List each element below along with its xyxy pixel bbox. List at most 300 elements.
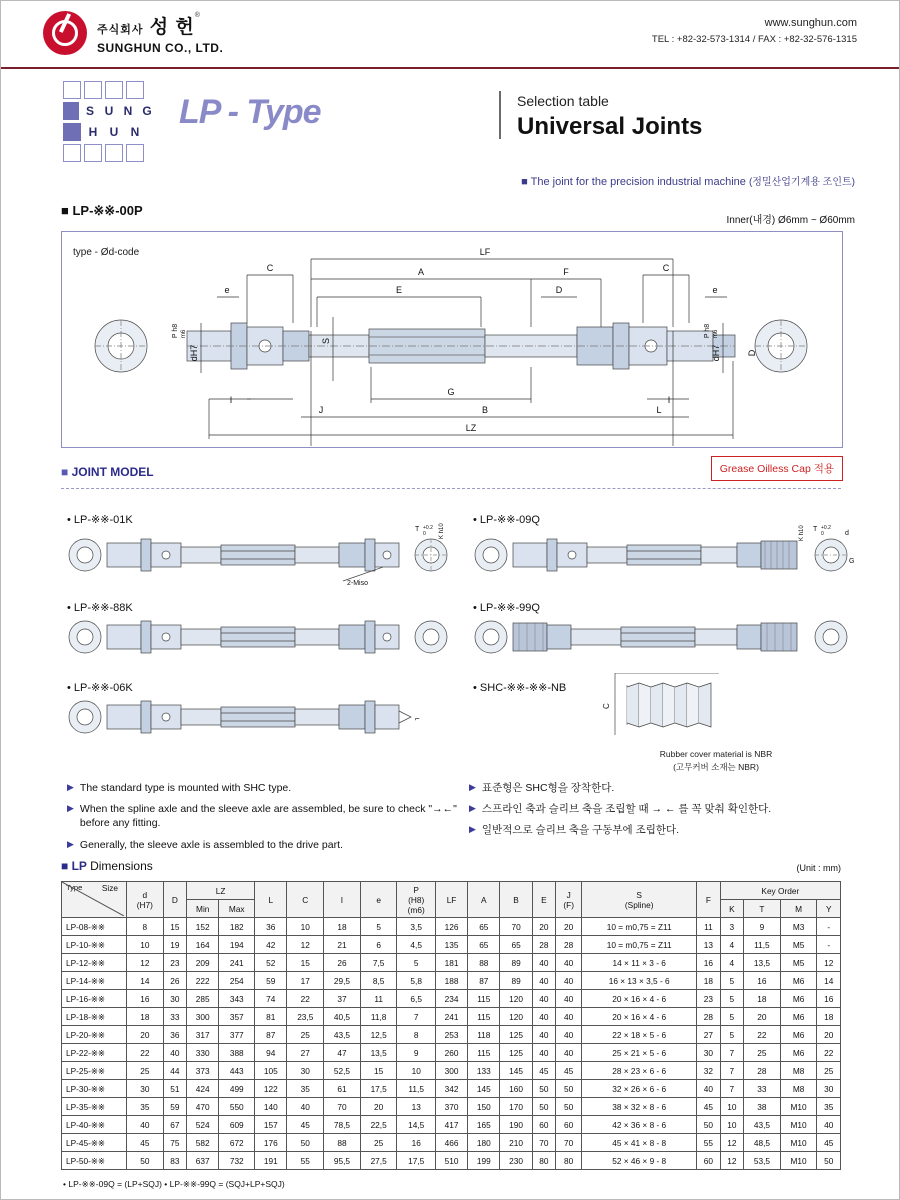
- tagline-kr: (정밀산업기계용 조인트): [748, 177, 855, 188]
- header-contact: [652, 17, 857, 45]
- note-item: ▶ Generally, the sleeve axle is assembled to the drive part.: [67, 838, 343, 851]
- label-2-miso: 2-Miso: [347, 580, 369, 587]
- cell-L: 81: [255, 1008, 287, 1026]
- cell-F: 13: [697, 936, 720, 954]
- cell-K: 5: [720, 1026, 743, 1044]
- cell-A: 145: [468, 1080, 500, 1098]
- dim-LZ: LZ: [465, 423, 477, 433]
- cell-LF: 417: [435, 1116, 467, 1134]
- dim-F: F: [563, 267, 569, 277]
- col-J: J (F): [556, 882, 582, 918]
- cell-F: 27: [697, 1026, 720, 1044]
- cell-max: 388: [219, 1044, 255, 1062]
- cell-Y: 25: [817, 1062, 841, 1080]
- dim-e-left: e: [224, 285, 230, 295]
- square-cell: [105, 81, 123, 99]
- cell-C: 17: [287, 972, 324, 990]
- cell-K: 10: [720, 1116, 743, 1134]
- cell-I: 43,5: [324, 1026, 361, 1044]
- dim-E: E: [395, 285, 403, 295]
- cell-F: 11: [697, 918, 720, 936]
- dim-P-right: P h8: [704, 323, 711, 339]
- cell-P: 11,5: [397, 1080, 435, 1098]
- cell-B: 70: [500, 918, 532, 936]
- triangle-icon: ▶: [469, 824, 476, 835]
- col-key-T: T: [744, 900, 781, 918]
- cell-B: 89: [500, 954, 532, 972]
- cell-type: LP-08-※※: [62, 918, 127, 936]
- cell-F: 23: [697, 990, 720, 1008]
- col-B: B: [500, 882, 532, 918]
- cell-S: 10 = m0,75 = Z11: [582, 936, 697, 954]
- col-key-K: K: [720, 900, 743, 918]
- cell-e: 11: [360, 990, 397, 1008]
- cell-d: 14: [127, 972, 164, 990]
- table-body: [62, 918, 841, 1170]
- cell-K: 3: [720, 918, 743, 936]
- cell-Y: -: [817, 918, 841, 936]
- cell-A: 87: [468, 972, 500, 990]
- rubber-cover-note-en: Rubber cover material is NBR: [659, 749, 773, 759]
- cell-S: 38 × 32 × 8 - 6: [582, 1098, 697, 1116]
- cell-S: 45 × 41 × 8 - 8: [582, 1134, 697, 1152]
- dim-m6-left: m6: [181, 329, 187, 339]
- cell-type: LP-30-※※: [62, 1080, 127, 1098]
- cell-T: 18: [744, 990, 781, 1008]
- cell-B: 210: [500, 1134, 532, 1152]
- cell-F: 30: [697, 1044, 720, 1062]
- col-LZ-max: Max: [219, 900, 255, 918]
- cell-e: 15: [360, 1062, 397, 1080]
- cell-LF: 342: [435, 1080, 467, 1098]
- cell-min: 317: [187, 1026, 219, 1044]
- cell-J: 50: [556, 1098, 582, 1116]
- cell-P: 7: [397, 1008, 435, 1026]
- cell-A: 115: [468, 1044, 500, 1062]
- cell-I: 52,5: [324, 1062, 361, 1080]
- cell-min: 209: [187, 954, 219, 972]
- svg-text:+0.2: +0.2: [821, 525, 831, 531]
- note-item: ▶ 일반적으로 슬리브 축을 구동부에 조립한다.: [469, 824, 680, 837]
- cell-D: 26: [163, 972, 186, 990]
- drawing-model-88k: [63, 613, 453, 665]
- cell-e: 6: [360, 936, 397, 954]
- dim-e-right: e: [712, 285, 718, 295]
- cell-Y: -: [817, 936, 841, 954]
- square-cell: [63, 81, 81, 99]
- table-row: [62, 1152, 841, 1170]
- cell-J: 60: [556, 1116, 582, 1134]
- note-item: ▶ 스프라인 축과 슬리브 축을 조립할 때 → ← 를 꼭 맞춰 확인한다.: [469, 803, 772, 816]
- cell-S: 42 × 36 × 8 - 6: [582, 1116, 697, 1134]
- col-C: C: [287, 882, 324, 918]
- cell-F: 45: [697, 1098, 720, 1116]
- cell-T: 13,5: [744, 954, 781, 972]
- logo-letter: U: [101, 102, 117, 120]
- cell-M: M10: [780, 1116, 817, 1134]
- cell-T: 9: [744, 918, 781, 936]
- dim-B: B: [481, 405, 489, 415]
- cell-I: 37: [324, 990, 361, 1008]
- cell-E: 40: [532, 1008, 555, 1026]
- cell-M: M5: [780, 936, 817, 954]
- cell-B: 230: [500, 1152, 532, 1170]
- cell-E: 28: [532, 936, 555, 954]
- cell-min: 373: [187, 1062, 219, 1080]
- cell-LF: 135: [435, 936, 467, 954]
- label-K-h10: K h10: [799, 525, 805, 541]
- triangle-icon: ▶: [469, 782, 476, 792]
- cell-L: 74: [255, 990, 287, 1008]
- cell-F: 18: [697, 972, 720, 990]
- label-C: C: [602, 703, 611, 709]
- cell-S: 22 × 18 × 5 - 6: [582, 1026, 697, 1044]
- col-L: L: [255, 882, 287, 918]
- cell-P: 5,8: [397, 972, 435, 990]
- table-row: [62, 1098, 841, 1116]
- cell-max: 254: [219, 972, 255, 990]
- svg-text:+0.2: +0.2: [423, 525, 433, 531]
- cell-F: 55: [697, 1134, 720, 1152]
- cell-min: 637: [187, 1152, 219, 1170]
- cell-F: 16: [697, 954, 720, 972]
- cell-T: 53,5: [744, 1152, 781, 1170]
- cell-Y: 14: [817, 972, 841, 990]
- cell-max: 241: [219, 954, 255, 972]
- dim-P-left: P h8: [172, 323, 179, 339]
- table-row: [62, 990, 841, 1008]
- col-key-M: M: [780, 900, 817, 918]
- cell-LF: 300: [435, 1062, 467, 1080]
- model-label-99q: • LP-※※-99Q: [473, 602, 540, 614]
- company-name-en: SUNGHUN CO., LTD.: [97, 40, 224, 55]
- cell-M: M5: [780, 954, 817, 972]
- cell-F: 60: [697, 1152, 720, 1170]
- cell-E: 40: [532, 1044, 555, 1062]
- cell-Y: 22: [817, 1044, 841, 1062]
- cell-A: 150: [468, 1098, 500, 1116]
- cell-LF: 466: [435, 1134, 467, 1152]
- cell-K: 10: [720, 1098, 743, 1116]
- cell-K: 7: [720, 1044, 743, 1062]
- triangle-icon: ▶: [469, 803, 476, 814]
- cell-max: 732: [219, 1152, 255, 1170]
- company-logo: [43, 11, 223, 55]
- cell-type: LP-40-※※: [62, 1116, 127, 1134]
- drawing-model-01k: [63, 523, 453, 595]
- cell-E: 80: [532, 1152, 555, 1170]
- cell-d: 12: [127, 954, 164, 972]
- cell-LF: 510: [435, 1152, 467, 1170]
- cell-P: 8: [397, 1026, 435, 1044]
- cell-C: 27: [287, 1044, 324, 1062]
- cell-A: 133: [468, 1062, 500, 1080]
- cell-S: 25 × 21 × 5 - 6: [582, 1044, 697, 1062]
- cell-M: M6: [780, 990, 817, 1008]
- website-url[interactable]: www.sunghun.com: [764, 17, 857, 29]
- cell-M: M6: [780, 1044, 817, 1062]
- table-footnote: • LP-※※-09Q = (LP+SQJ) • LP-※※-99Q = (SQJ+LP+SQJ): [63, 1179, 285, 1189]
- cell-S: 28 × 23 × 6 - 6: [582, 1062, 697, 1080]
- cell-min: 582: [187, 1134, 219, 1152]
- table-row: [62, 1134, 841, 1152]
- cell-J: 40: [556, 972, 582, 990]
- cell-d: 16: [127, 990, 164, 1008]
- joint-model-heading: ■ JOINT MODEL: [61, 465, 154, 479]
- triangle-icon: ▶: [67, 838, 74, 849]
- dim-C-right: C: [662, 263, 670, 273]
- cell-D: 51: [163, 1080, 186, 1098]
- label-T-tol: T: [415, 526, 420, 533]
- cell-P: 5: [397, 954, 435, 972]
- cell-Y: 35: [817, 1098, 841, 1116]
- cell-K: 5: [720, 972, 743, 990]
- triangle-icon: ▶: [67, 803, 74, 814]
- cell-I: 21: [324, 936, 361, 954]
- cell-T: 43,5: [744, 1116, 781, 1134]
- cell-d: 22: [127, 1044, 164, 1062]
- cell-S: 32 × 26 × 6 - 6: [582, 1080, 697, 1098]
- logo-letter: N: [120, 102, 136, 120]
- cell-max: 609: [219, 1116, 255, 1134]
- cell-J: 40: [556, 1044, 582, 1062]
- logo-letter: H: [84, 123, 102, 141]
- cell-J: 40: [556, 954, 582, 972]
- cell-d: 10: [127, 936, 164, 954]
- cell-max: 194: [219, 936, 255, 954]
- cell-A: 115: [468, 1008, 500, 1026]
- cell-K: 4: [720, 936, 743, 954]
- col-F: F: [697, 882, 720, 918]
- cell-M: M6: [780, 1008, 817, 1026]
- cell-e: 8,5: [360, 972, 397, 990]
- cell-LF: 234: [435, 990, 467, 1008]
- cell-S: 20 × 16 × 4 - 6: [582, 990, 697, 1008]
- cell-I: 70: [324, 1098, 361, 1116]
- cell-J: 20: [556, 918, 582, 936]
- cell-Y: 45: [817, 1134, 841, 1152]
- cell-L: 105: [255, 1062, 287, 1080]
- cell-type: LP-20-※※: [62, 1026, 127, 1044]
- cell-I: 78,5: [324, 1116, 361, 1134]
- label-G: G: [849, 558, 855, 565]
- cell-T: 33: [744, 1080, 781, 1098]
- cell-F: 28: [697, 1008, 720, 1026]
- cell-max: 377: [219, 1026, 255, 1044]
- col-A: A: [468, 882, 500, 918]
- col-I: I: [324, 882, 361, 918]
- cell-e: 12,5: [360, 1026, 397, 1044]
- square-cell-filled: [63, 102, 79, 120]
- cell-T: 11,5: [744, 936, 781, 954]
- cell-L: 122: [255, 1080, 287, 1098]
- logo-letter: G: [139, 102, 155, 120]
- note-item: ▶ When the spline axle and the sleeve axle are assembled, be sure to check "→←" before any fitting.: [67, 803, 457, 830]
- cell-T: 28: [744, 1062, 781, 1080]
- cell-F: 32: [697, 1062, 720, 1080]
- dim-S: S: [321, 337, 331, 345]
- cell-M: M10: [780, 1152, 817, 1170]
- title-divider: [499, 91, 501, 139]
- cell-Y: 50: [817, 1152, 841, 1170]
- cell-d: 35: [127, 1098, 164, 1116]
- sq-row-top: [63, 81, 155, 99]
- cell-F: 40: [697, 1080, 720, 1098]
- cell-L: 42: [255, 936, 287, 954]
- cell-e: 13,5: [360, 1044, 397, 1062]
- col-key-Y: Y: [817, 900, 841, 918]
- section-divider: [61, 488, 841, 489]
- tagline-en: The joint for the precision industrial machine: [530, 176, 746, 188]
- cell-A: 118: [468, 1026, 500, 1044]
- cell-A: 65: [468, 936, 500, 954]
- main-assembly-drawing: [61, 231, 841, 448]
- dim-J: J: [318, 405, 324, 415]
- cell-d: 25: [127, 1062, 164, 1080]
- cell-J: 28: [556, 936, 582, 954]
- cell-L: 87: [255, 1026, 287, 1044]
- cell-T: 38: [744, 1098, 781, 1116]
- cell-L: 59: [255, 972, 287, 990]
- table-row: [62, 918, 841, 936]
- cell-J: 45: [556, 1062, 582, 1080]
- cell-type: LP-12-※※: [62, 954, 127, 972]
- square-cell: [84, 81, 102, 99]
- cell-C: 12: [287, 936, 324, 954]
- square-cell: [84, 144, 102, 162]
- cell-B: 125: [500, 1044, 532, 1062]
- cell-Y: 18: [817, 1008, 841, 1026]
- cell-T: 25: [744, 1044, 781, 1062]
- cell-I: 26: [324, 954, 361, 972]
- cell-B: 160: [500, 1080, 532, 1098]
- square-cell: [126, 144, 144, 162]
- cell-B: 190: [500, 1116, 532, 1134]
- cell-J: 40: [556, 990, 582, 1008]
- cell-T: 20: [744, 1008, 781, 1026]
- tagline: [521, 173, 855, 188]
- cell-C: 15: [287, 954, 324, 972]
- col-LZ-min: Min: [187, 900, 219, 918]
- sq-row-hun: [63, 123, 155, 141]
- cell-D: 59: [163, 1098, 186, 1116]
- cell-K: 4: [720, 954, 743, 972]
- cell-P: 10: [397, 1062, 435, 1080]
- cell-J: 40: [556, 1026, 582, 1044]
- table-row: [62, 954, 841, 972]
- cell-D: 83: [163, 1152, 186, 1170]
- triangle-icon: ▶: [67, 782, 74, 792]
- col-key-order: Key Order: [720, 882, 840, 900]
- cell-E: 45: [532, 1062, 555, 1080]
- table-row: [62, 1044, 841, 1062]
- cell-LF: 126: [435, 918, 467, 936]
- cell-C: 22: [287, 990, 324, 1008]
- dim-G: G: [447, 387, 455, 397]
- cell-max: 550: [219, 1098, 255, 1116]
- lp-dimensions-table: [61, 881, 841, 1170]
- cell-min: 524: [187, 1116, 219, 1134]
- cell-L: 176: [255, 1134, 287, 1152]
- cell-min: 285: [187, 990, 219, 1008]
- cell-LF: 260: [435, 1044, 467, 1062]
- table-row: [62, 1008, 841, 1026]
- cell-I: 29,5: [324, 972, 361, 990]
- drawing-rubber-cover: [601, 673, 731, 745]
- svg-text:0: 0: [821, 531, 824, 537]
- section-bullet-icon: ■: [61, 859, 69, 873]
- cell-e: 7,5: [360, 954, 397, 972]
- dim-A: A: [417, 267, 425, 277]
- model-label-shc-nb: • SHC-※※-※※-NB: [473, 682, 567, 694]
- cell-min: 222: [187, 972, 219, 990]
- cell-Y: 16: [817, 990, 841, 1008]
- cell-E: 50: [532, 1080, 555, 1098]
- cell-type: LP-50-※※: [62, 1152, 127, 1170]
- cell-LF: 253: [435, 1026, 467, 1044]
- cell-type: LP-25-※※: [62, 1062, 127, 1080]
- cell-E: 70: [532, 1134, 555, 1152]
- cell-A: 180: [468, 1134, 500, 1152]
- drawing-model-06k: [63, 693, 453, 745]
- dim-D-right: D: [747, 349, 757, 357]
- cell-e: 25: [360, 1134, 397, 1152]
- cell-d: 8: [127, 918, 164, 936]
- note-item: ▶ 표준형은 SHC형을 장착한다.: [469, 782, 615, 794]
- label-d: d: [845, 530, 849, 537]
- cell-B: 120: [500, 1008, 532, 1026]
- rubber-cover-note-kr: (고무커버 소재는 NBR): [673, 762, 759, 772]
- cell-A: 88: [468, 954, 500, 972]
- dim-C-left: C: [266, 263, 274, 273]
- cell-e: 27,5: [360, 1152, 397, 1170]
- cell-L: 52: [255, 954, 287, 972]
- svg-text:0: 0: [423, 531, 426, 537]
- table-row: [62, 972, 841, 990]
- cell-B: 125: [500, 1026, 532, 1044]
- cell-L: 157: [255, 1116, 287, 1134]
- inner-diameter-note: Inner(내경) Ø6mm ~ Ø60mm: [726, 215, 855, 226]
- cell-P: 14,5: [397, 1116, 435, 1134]
- cell-Y: 30: [817, 1080, 841, 1098]
- cell-type: LP-22-※※: [62, 1044, 127, 1062]
- cell-e: 5: [360, 918, 397, 936]
- cell-S: 10 = m0,75 = Z11: [582, 918, 697, 936]
- model-code-heading: ■ LP-※※-00P: [61, 203, 143, 218]
- cell-min: 424: [187, 1080, 219, 1098]
- dim-LF: LF: [479, 247, 491, 257]
- dim-dH7-left: dH7: [189, 344, 199, 362]
- dim-I-left: I: [229, 395, 233, 405]
- cell-B: 170: [500, 1098, 532, 1116]
- cell-K: 12: [720, 1134, 743, 1152]
- type-code-label: type - Ød-code: [73, 247, 140, 258]
- cell-T: 16: [744, 972, 781, 990]
- corner-size-label: Size: [101, 883, 118, 893]
- unit-note: (Unit : mm): [796, 863, 841, 873]
- col-E: E: [532, 882, 555, 918]
- cell-Y: 40: [817, 1116, 841, 1134]
- table-row: [62, 1116, 841, 1134]
- cell-L: 140: [255, 1098, 287, 1116]
- cell-C: 23,5: [287, 1008, 324, 1026]
- page-title: LP - Type: [179, 93, 321, 131]
- cell-D: 67: [163, 1116, 186, 1134]
- cell-C: 50: [287, 1134, 324, 1152]
- cell-M: M6: [780, 1026, 817, 1044]
- cell-C: 35: [287, 1080, 324, 1098]
- cell-D: 33: [163, 1008, 186, 1026]
